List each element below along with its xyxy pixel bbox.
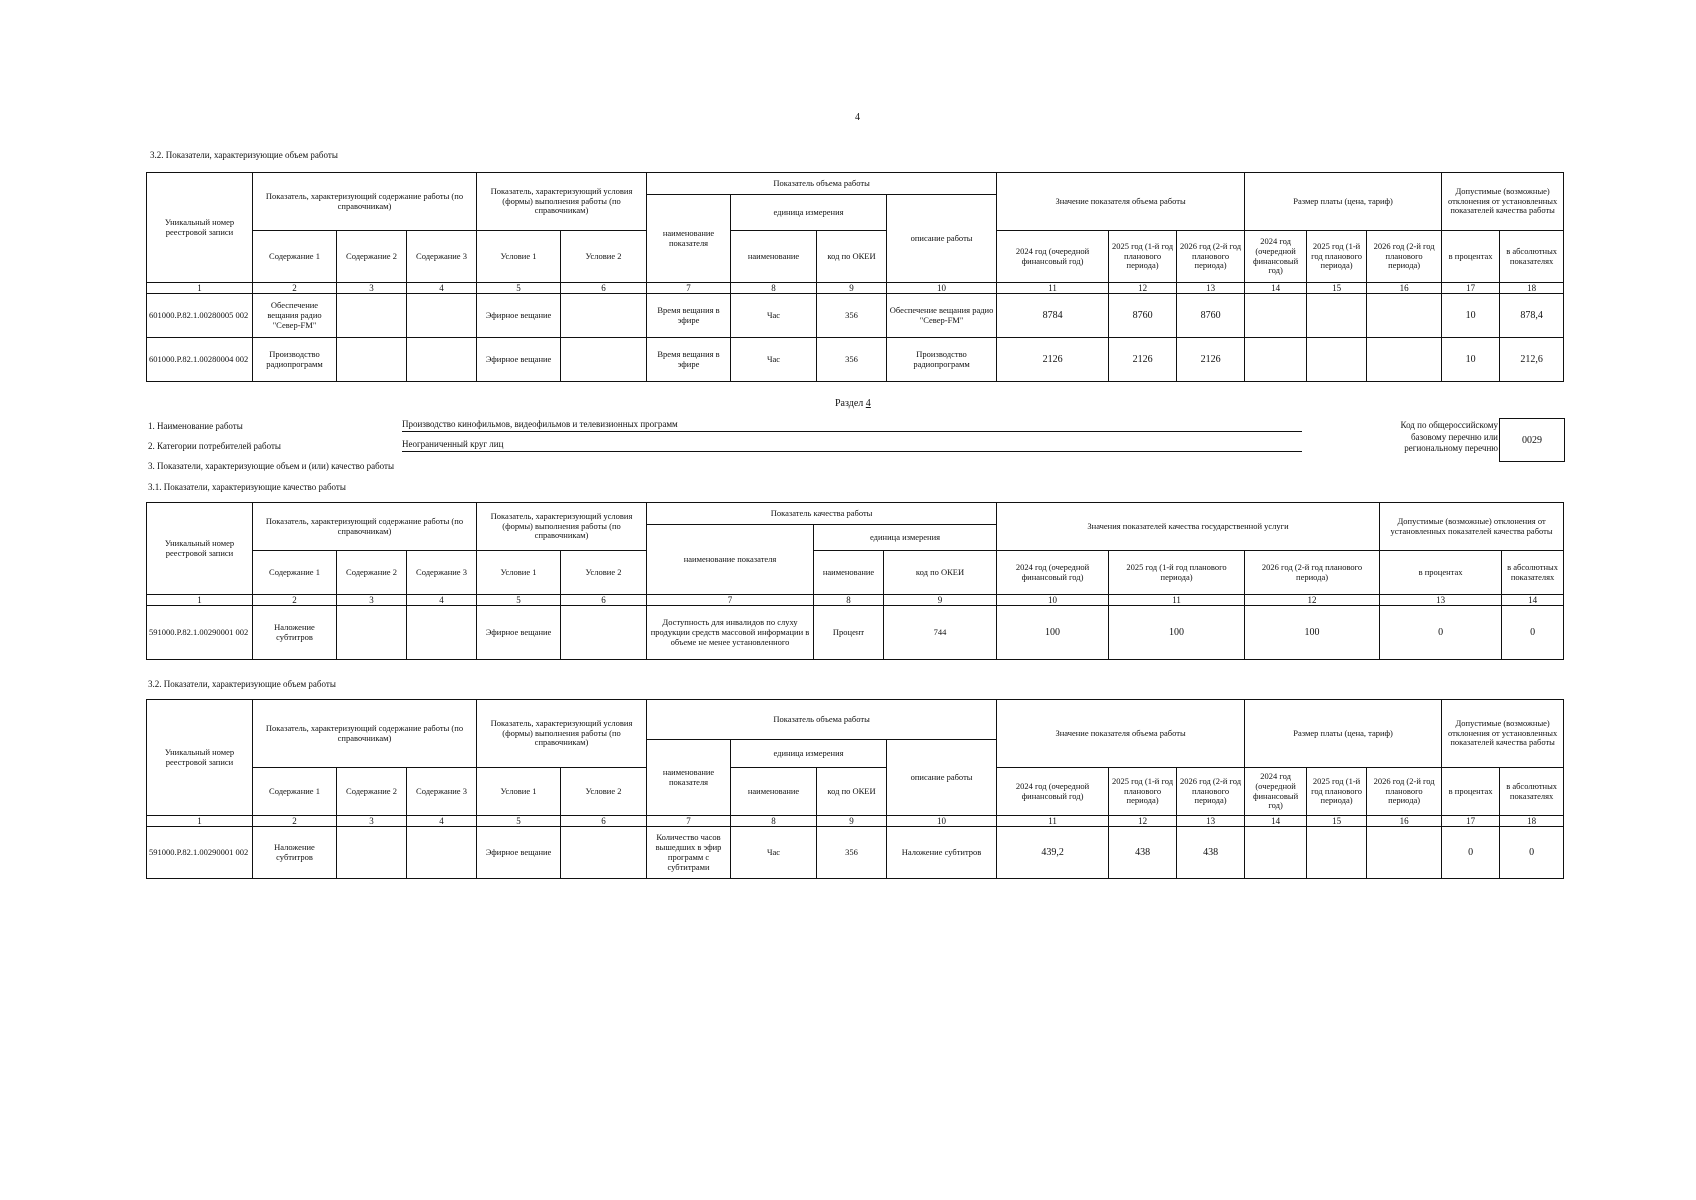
value-2024: 2126 <box>997 338 1109 382</box>
value-2025: 8760 <box>1109 294 1177 338</box>
col-num: 10 <box>887 283 997 294</box>
work-desc-cell: Обеспечение вещания радио "Север-FM" <box>887 294 997 338</box>
col-num: 9 <box>884 595 997 606</box>
work-name-value: Производство кинофильмов, видеофильмов и телевизионных программ <box>402 419 1302 432</box>
value-2025: 438 <box>1109 827 1177 879</box>
hdr-unit-group: единица измерения <box>731 195 887 231</box>
hdr-registry: Уникальный номер реестровой записи <box>147 700 253 816</box>
hdr-deviation-group: Допустимые (возможные) отклонения от установленных показателей качества работы <box>1380 503 1564 551</box>
cond2-cell <box>561 827 647 879</box>
hdr-okei: код по ОКЕИ <box>817 231 887 283</box>
section-heading <box>835 398 871 409</box>
col-num: 7 <box>647 283 731 294</box>
col-num: 1 <box>147 283 253 294</box>
col-num: 15 <box>1307 283 1367 294</box>
hdr-content3: Содержание 3 <box>407 551 477 595</box>
hdr-year-2024: 2024 год (очередной финансовый год) <box>997 768 1109 816</box>
hdr-work-desc: описание работы <box>887 740 997 816</box>
col-num: 8 <box>731 283 817 294</box>
col-num: 17 <box>1442 816 1500 827</box>
value-2026: 2126 <box>1177 338 1245 382</box>
hdr-unit-group: единица измерения <box>731 740 887 768</box>
hdr-registry: Уникальный номер реестровой записи <box>147 503 253 595</box>
code-box: 0029 <box>1499 418 1565 462</box>
col-num: 5 <box>477 283 561 294</box>
content1-cell: Наложение субтитров <box>253 606 337 660</box>
content2-cell <box>337 294 407 338</box>
table-row <box>147 827 1564 879</box>
content2-cell <box>337 827 407 879</box>
value-2026: 100 <box>1245 606 1380 660</box>
hdr-content1: Содержание 1 <box>253 768 337 816</box>
col-num: 10 <box>887 816 997 827</box>
col-num: 13 <box>1380 595 1502 606</box>
content3-cell <box>407 606 477 660</box>
registry-number: 591000.Р.82.1.00290001 002 <box>147 827 253 879</box>
hdr-year-2026: 2026 год (2-й год планового периода) <box>1177 768 1245 816</box>
hdr-work-desc: описание работы <box>887 195 997 283</box>
hdr-content-group: Показатель, характеризующий содержание работы (по справочникам) <box>253 173 477 231</box>
fee-2024 <box>1245 338 1307 382</box>
hdr-year-2025: 2025 год (1-й год планового периода) <box>1109 551 1245 595</box>
deviation-absolute: 0 <box>1500 827 1564 879</box>
col-num: 18 <box>1500 283 1564 294</box>
fee-2026 <box>1367 294 1442 338</box>
hdr-percent: в процентах <box>1380 551 1502 595</box>
hdr-year-2025: 2025 год (1-й год планового периода) <box>1109 768 1177 816</box>
hdr-absolute: в абсолютных показателях <box>1502 551 1564 595</box>
hdr-year-2026: 2026 год (2-й год планового периода) <box>1245 551 1380 595</box>
col-num: 4 <box>407 595 477 606</box>
content3-cell <box>407 827 477 879</box>
hdr-unit-group: единица измерения <box>814 525 997 551</box>
registry-number: 601000.Р.82.1.00280004 002 <box>147 338 253 382</box>
hdr-values-group: Значения показателей качества государственной услуги <box>997 503 1380 551</box>
col-num: 8 <box>731 816 817 827</box>
indicators-label: 3. Показатели, характеризующие объем и (или) качество работы <box>148 461 395 471</box>
registry-number: 601000.Р.82.1.00280005 002 <box>147 294 253 338</box>
fee-2025 <box>1307 294 1367 338</box>
value-2024: 439,2 <box>997 827 1109 879</box>
hdr-cond-group: Показатель, характеризующий условия (формы) выполнения работы (по справочникам) <box>477 503 647 551</box>
quality-section-title: 3.1. Показатели, характеризующие качество работы <box>148 482 346 492</box>
col-num: 15 <box>1307 816 1367 827</box>
value-2024: 100 <box>997 606 1109 660</box>
section-heading-label: Раздел <box>835 398 864 409</box>
registry-number: 591000.Р.82.1.00290001 002 <box>147 606 253 660</box>
hdr-fee-2026: 2026 год (2-й год планового периода) <box>1367 231 1442 283</box>
fee-2024 <box>1245 827 1307 879</box>
hdr-quality-group: Показатель качества работы <box>647 503 997 525</box>
hdr-fee-2024: 2024 год (очередной финансовый год) <box>1245 231 1307 283</box>
col-num: 14 <box>1245 283 1307 294</box>
col-num: 11 <box>1109 595 1245 606</box>
hdr-year-2024: 2024 год (очередной финансовый год) <box>997 551 1109 595</box>
col-num: 4 <box>407 283 477 294</box>
hdr-okei: код по ОКЕИ <box>817 768 887 816</box>
volume-table <box>146 172 1564 382</box>
hdr-year-2026: 2026 год (2-й год планового периода) <box>1177 231 1245 283</box>
volume-section-title: 3.2. Показатели, характеризующие объем работы <box>150 150 338 160</box>
hdr-content-group: Показатель, характеризующий содержание работы (по справочникам) <box>253 503 477 551</box>
cond2-cell <box>561 294 647 338</box>
content1-cell: Обеспечение вещания радио "Север-FM" <box>253 294 337 338</box>
cond1-cell: Эфирное вещание <box>477 338 561 382</box>
fee-2025 <box>1307 827 1367 879</box>
col-num: 3 <box>337 816 407 827</box>
hdr-cond2: Условие 2 <box>561 231 647 283</box>
hdr-registry: Уникальный номер реестровой записи <box>147 173 253 283</box>
cond1-cell: Эфирное вещание <box>477 294 561 338</box>
deviation-percent: 0 <box>1380 606 1502 660</box>
hdr-cond1: Условие 1 <box>477 231 561 283</box>
col-num: 3 <box>337 283 407 294</box>
col-num: 11 <box>997 816 1109 827</box>
consumers-label: 2. Категории потребителей работы <box>148 441 281 451</box>
hdr-indicator-name: наименование показателя <box>647 740 731 816</box>
col-num: 18 <box>1500 816 1564 827</box>
col-num: 4 <box>407 816 477 827</box>
fee-2026 <box>1367 338 1442 382</box>
work-name-label: 1. Наименование работы <box>148 421 243 431</box>
unit-cell: Час <box>731 338 817 382</box>
hdr-year-2025: 2025 год (1-й год планового периода) <box>1109 231 1177 283</box>
cond1-cell: Эфирное вещание <box>477 606 561 660</box>
hdr-values-group: Значение показателя объема работы <box>997 700 1245 768</box>
col-num: 6 <box>561 816 647 827</box>
col-num: 5 <box>477 816 561 827</box>
hdr-cond2: Условие 2 <box>561 768 647 816</box>
col-num: 6 <box>561 283 647 294</box>
cond2-cell <box>561 606 647 660</box>
deviation-percent: 10 <box>1442 294 1500 338</box>
volume-table-2 <box>146 699 1564 879</box>
content1-cell: Наложение субтитров <box>253 827 337 879</box>
hdr-cond2: Условие 2 <box>561 551 647 595</box>
hdr-cond1: Условие 1 <box>477 551 561 595</box>
col-num: 16 <box>1367 816 1442 827</box>
col-num: 13 <box>1177 816 1245 827</box>
work-desc-cell: Производство радиопрограмм <box>887 338 997 382</box>
col-num: 7 <box>647 816 731 827</box>
hdr-unit-name: наименование <box>731 231 817 283</box>
col-num: 12 <box>1245 595 1380 606</box>
value-2026: 438 <box>1177 827 1245 879</box>
hdr-unit-name: наименование <box>814 551 884 595</box>
hdr-year-2024: 2024 год (очередной финансовый год) <box>997 231 1109 283</box>
deviation-absolute: 212,6 <box>1500 338 1564 382</box>
volume-section-title-2: 3.2. Показатели, характеризующие объем работы <box>148 679 336 689</box>
value-2024: 8784 <box>997 294 1109 338</box>
okei-cell: 744 <box>884 606 997 660</box>
page-number: 4 <box>855 112 860 123</box>
code-label: Код по общероссийскому базовому перечню или региональному перечню <box>1400 420 1498 454</box>
col-num: 9 <box>817 816 887 827</box>
section-heading-number: 4 <box>865 398 871 409</box>
hdr-values-group: Значение показателя объема работы <box>997 173 1245 231</box>
col-num: 14 <box>1502 595 1564 606</box>
hdr-fee-2024: 2024 год (очередной финансовый год) <box>1245 768 1307 816</box>
hdr-percent: в процентах <box>1442 231 1500 283</box>
hdr-volume-group: Показатель объема работы <box>647 173 997 195</box>
content3-cell <box>407 338 477 382</box>
hdr-deviation-group: Допустимые (возможные) отклонения от установленных показателей качества работы <box>1442 173 1564 231</box>
indicator-cell: Количество часов вышедших в эфир программ с субтитрами <box>647 827 731 879</box>
content1-cell: Производство радиопрограмм <box>253 338 337 382</box>
table-row <box>147 338 1564 382</box>
hdr-fee-2025: 2025 год (1-й год планового периода) <box>1307 768 1367 816</box>
col-num: 17 <box>1442 283 1500 294</box>
hdr-content1: Содержание 1 <box>253 551 337 595</box>
hdr-unit-name: наименование <box>731 768 817 816</box>
content2-cell <box>337 606 407 660</box>
content3-cell <box>407 294 477 338</box>
hdr-okei: код по ОКЕИ <box>884 551 997 595</box>
col-num: 8 <box>814 595 884 606</box>
hdr-deviation-group: Допустимые (возможные) отклонения от установленных показателей качества работы <box>1442 700 1564 768</box>
deviation-absolute: 0 <box>1502 606 1564 660</box>
hdr-fee-2025: 2025 год (1-й год планового периода) <box>1307 231 1367 283</box>
col-num: 12 <box>1109 283 1177 294</box>
deviation-percent: 10 <box>1442 338 1500 382</box>
col-num: 9 <box>817 283 887 294</box>
indicator-cell: Время вещания в эфире <box>647 338 731 382</box>
unit-cell: Процент <box>814 606 884 660</box>
okei-cell: 356 <box>817 294 887 338</box>
value-2025: 100 <box>1109 606 1245 660</box>
content2-cell <box>337 338 407 382</box>
hdr-content3: Содержание 3 <box>407 768 477 816</box>
hdr-cond1: Условие 1 <box>477 768 561 816</box>
col-num: 1 <box>147 595 253 606</box>
col-num: 12 <box>1109 816 1177 827</box>
quality-table <box>146 502 1564 660</box>
consumers-value: Неограниченный круг лиц <box>402 439 1302 452</box>
fee-2025 <box>1307 338 1367 382</box>
cond1-cell: Эфирное вещание <box>477 827 561 879</box>
col-num: 11 <box>997 283 1109 294</box>
okei-cell: 356 <box>817 338 887 382</box>
hdr-volume-group: Показатель объема работы <box>647 700 997 740</box>
unit-cell: Час <box>731 827 817 879</box>
col-num: 5 <box>477 595 561 606</box>
col-num: 7 <box>647 595 814 606</box>
col-num: 14 <box>1245 816 1307 827</box>
value-2026: 8760 <box>1177 294 1245 338</box>
value-2025: 2126 <box>1109 338 1177 382</box>
hdr-content2: Содержание 2 <box>337 551 407 595</box>
hdr-fee-group: Размер платы (цена, тариф) <box>1245 700 1442 768</box>
hdr-cond-group: Показатель, характеризующий условия (формы) выполнения работы (по справочникам) <box>477 173 647 231</box>
hdr-content1: Содержание 1 <box>253 231 337 283</box>
hdr-content2: Содержание 2 <box>337 231 407 283</box>
col-num: 2 <box>253 595 337 606</box>
table-row <box>147 606 1564 660</box>
hdr-indicator-name: наименование показателя <box>647 195 731 283</box>
hdr-fee-2026: 2026 год (2-й год планового периода) <box>1367 768 1442 816</box>
fee-2026 <box>1367 827 1442 879</box>
hdr-percent: в процентах <box>1442 768 1500 816</box>
fee-2024 <box>1245 294 1307 338</box>
col-num: 2 <box>253 283 337 294</box>
deviation-percent: 0 <box>1442 827 1500 879</box>
okei-cell: 356 <box>817 827 887 879</box>
unit-cell: Час <box>731 294 817 338</box>
col-num: 2 <box>253 816 337 827</box>
hdr-fee-group: Размер платы (цена, тариф) <box>1245 173 1442 231</box>
cond2-cell <box>561 338 647 382</box>
hdr-content-group: Показатель, характеризующий содержание работы (по справочникам) <box>253 700 477 768</box>
indicator-cell: Доступность для инвалидов по слуху продукции средств массовой информации в объеме не менее установленного <box>647 606 814 660</box>
indicator-cell: Время вещания в эфире <box>647 294 731 338</box>
hdr-cond-group: Показатель, характеризующий условия (формы) выполнения работы (по справочникам) <box>477 700 647 768</box>
work-desc-cell: Наложение субтитров <box>887 827 997 879</box>
deviation-absolute: 878,4 <box>1500 294 1564 338</box>
hdr-absolute: в абсолютных показателях <box>1500 231 1564 283</box>
hdr-indicator-name: наименование показателя <box>647 525 814 595</box>
col-num: 1 <box>147 816 253 827</box>
col-num: 13 <box>1177 283 1245 294</box>
hdr-content2: Содержание 2 <box>337 768 407 816</box>
hdr-absolute: в абсолютных показателях <box>1500 768 1564 816</box>
col-num: 10 <box>997 595 1109 606</box>
col-num: 6 <box>561 595 647 606</box>
table-row <box>147 294 1564 338</box>
col-num: 16 <box>1367 283 1442 294</box>
col-num: 3 <box>337 595 407 606</box>
hdr-content3: Содержание 3 <box>407 231 477 283</box>
